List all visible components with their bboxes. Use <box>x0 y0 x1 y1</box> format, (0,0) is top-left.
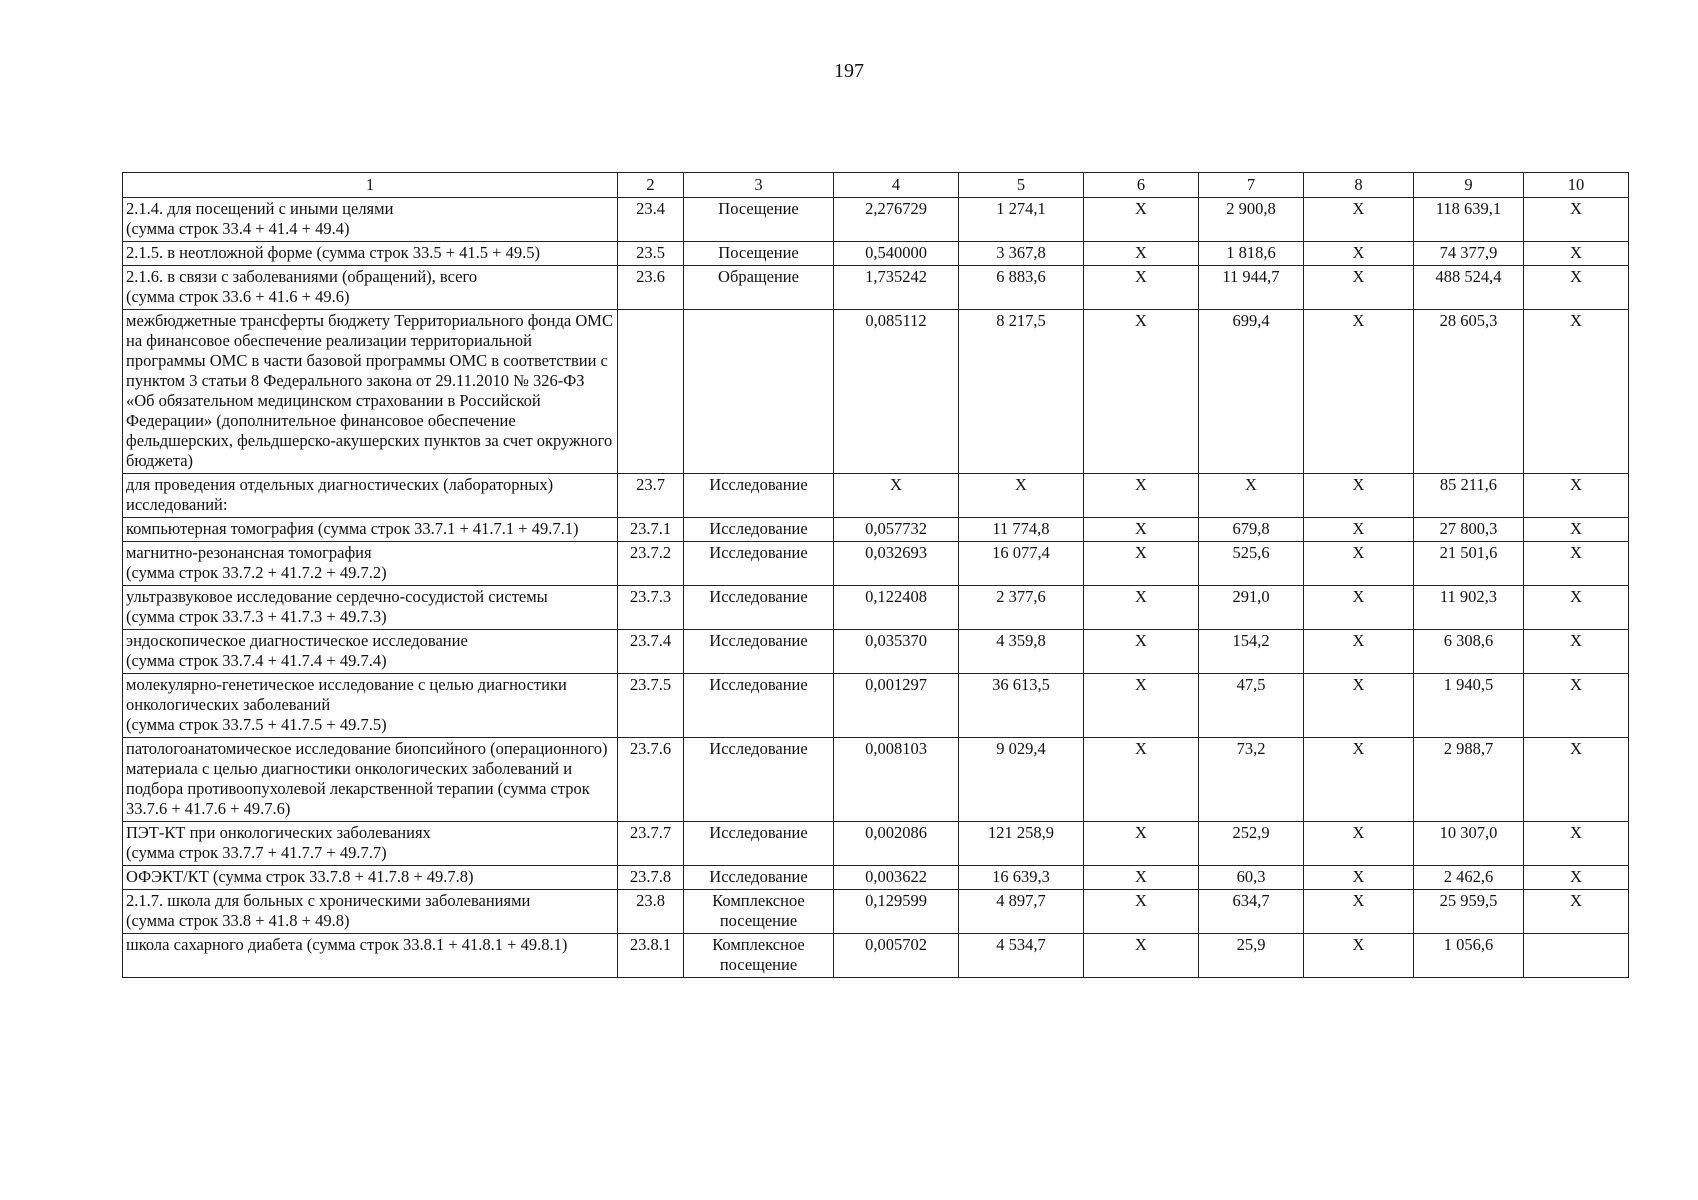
col-10-value: X <box>1524 630 1629 674</box>
col-6-value: X <box>1084 198 1199 242</box>
table-body <box>123 198 1629 978</box>
col-6-value: X <box>1084 822 1199 866</box>
row-label: для проведения отдельных диагностических (лабораторных) исследований: <box>123 474 618 518</box>
col-7-value: 47,5 <box>1199 674 1304 738</box>
column-header-9: 9 <box>1414 173 1524 198</box>
unit: Обращение <box>684 266 834 310</box>
col-7-value: X <box>1199 474 1304 518</box>
col-5-value: 6 883,6 <box>959 266 1084 310</box>
table-row <box>123 738 1629 822</box>
col-8-value: X <box>1304 542 1414 586</box>
row-label: патологоанатомическое исследование биопсийного (операционного) материала с целью диагностики онкологических заболеваний и подбора противоопухолевой лекарственной терапии (сумма строк 33.7.6 + 41.7.6 + 49.7.6) <box>123 738 618 822</box>
col-9-value: 118 639,1 <box>1414 198 1524 242</box>
col-10-value: X <box>1524 890 1629 934</box>
column-header-2: 2 <box>618 173 684 198</box>
col-5-value: 4 897,7 <box>959 890 1084 934</box>
table-row <box>123 242 1629 266</box>
col-5-value: X <box>959 474 1084 518</box>
col-9-value: 2 988,7 <box>1414 738 1524 822</box>
table-row <box>123 586 1629 630</box>
table-row <box>123 474 1629 518</box>
col-10-value: X <box>1524 738 1629 822</box>
col-4-value: 2,276729 <box>834 198 959 242</box>
row-code: 23.5 <box>618 242 684 266</box>
col-5-value: 16 639,3 <box>959 866 1084 890</box>
col-9-value: 28 605,3 <box>1414 310 1524 474</box>
col-4-value: 0,122408 <box>834 586 959 630</box>
unit: Исследование <box>684 674 834 738</box>
col-8-value: X <box>1304 474 1414 518</box>
col-8-value: X <box>1304 242 1414 266</box>
column-header-10: 10 <box>1524 173 1629 198</box>
col-8-value: X <box>1304 822 1414 866</box>
col-10-value: X <box>1524 586 1629 630</box>
col-8-value: X <box>1304 518 1414 542</box>
col-9-value: 1 056,6 <box>1414 934 1524 978</box>
col-6-value: X <box>1084 586 1199 630</box>
col-9-value: 11 902,3 <box>1414 586 1524 630</box>
col-4-value: 0,035370 <box>834 630 959 674</box>
col-4-value: 0,003622 <box>834 866 959 890</box>
row-label: межбюджетные трансферты бюджету Территориального фонда ОМС на финансовое обеспечение реализации территориальной программы ОМС в части базовой программы ОМС в соответствии с пунктом 3 статьи 8 Федерального закона от 29.11.2010 № 326-ФЗ «Об обязательном медицинском страховании в Российской Федерации» (дополнительное финансовое обеспечение фельдшерских, фельдшерско-акушерских пунктов за счет окружного бюджета) <box>123 310 618 474</box>
col-9-value: 21 501,6 <box>1414 542 1524 586</box>
column-header-4: 4 <box>834 173 959 198</box>
col-6-value: X <box>1084 310 1199 474</box>
col-9-value: 2 462,6 <box>1414 866 1524 890</box>
table-row <box>123 266 1629 310</box>
col-7-value: 252,9 <box>1199 822 1304 866</box>
col-5-value: 4 534,7 <box>959 934 1084 978</box>
row-label: компьютерная томография (сумма строк 33.7.1 + 41.7.1 + 49.7.1) <box>123 518 618 542</box>
col-4-value: 0,005702 <box>834 934 959 978</box>
header-row <box>123 173 1629 198</box>
col-7-value: 679,8 <box>1199 518 1304 542</box>
row-code: 23.7.1 <box>618 518 684 542</box>
col-6-value: X <box>1084 266 1199 310</box>
table-header <box>123 173 1629 198</box>
row-code: 23.8 <box>618 890 684 934</box>
col-7-value: 25,9 <box>1199 934 1304 978</box>
col-7-value: 73,2 <box>1199 738 1304 822</box>
col-10-value: X <box>1524 474 1629 518</box>
column-header-1: 1 <box>123 173 618 198</box>
data-table <box>122 172 1629 978</box>
col-10-value: X <box>1524 198 1629 242</box>
unit: Комплексное посещение <box>684 890 834 934</box>
col-4-value: 0,032693 <box>834 542 959 586</box>
row-label: 2.1.7. школа для больных с хроническими заболеваниями (сумма строк 33.8 + 41.8 + 49.8) <box>123 890 618 934</box>
col-6-value: X <box>1084 242 1199 266</box>
col-7-value: 11 944,7 <box>1199 266 1304 310</box>
row-label: 2.1.6. в связи с заболеваниями (обращений), всего (сумма строк 33.6 + 41.6 + 49.6) <box>123 266 618 310</box>
col-8-value: X <box>1304 198 1414 242</box>
col-10-value: X <box>1524 542 1629 586</box>
col-4-value: 0,008103 <box>834 738 959 822</box>
col-4-value: 0,540000 <box>834 242 959 266</box>
col-5-value: 121 258,9 <box>959 822 1084 866</box>
row-code: 23.7.7 <box>618 822 684 866</box>
row-label: школа сахарного диабета (сумма строк 33.8.1 + 41.8.1 + 49.8.1) <box>123 934 618 978</box>
col-8-value: X <box>1304 630 1414 674</box>
row-code: 23.6 <box>618 266 684 310</box>
col-5-value: 16 077,4 <box>959 542 1084 586</box>
col-7-value: 699,4 <box>1199 310 1304 474</box>
col-8-value: X <box>1304 586 1414 630</box>
col-5-value: 36 613,5 <box>959 674 1084 738</box>
col-8-value: X <box>1304 310 1414 474</box>
col-10-value: X <box>1524 674 1629 738</box>
col-4-value: 0,057732 <box>834 518 959 542</box>
row-label: 2.1.5. в неотложной форме (сумма строк 33.5 + 41.5 + 49.5) <box>123 242 618 266</box>
col-6-value: X <box>1084 542 1199 586</box>
col-4-value: X <box>834 474 959 518</box>
row-code <box>618 310 684 474</box>
col-6-value: X <box>1084 934 1199 978</box>
unit: Посещение <box>684 242 834 266</box>
col-9-value: 10 307,0 <box>1414 822 1524 866</box>
col-10-value <box>1524 934 1629 978</box>
unit: Исследование <box>684 474 834 518</box>
col-8-value: X <box>1304 934 1414 978</box>
col-5-value: 3 367,8 <box>959 242 1084 266</box>
column-header-5: 5 <box>959 173 1084 198</box>
col-5-value: 1 274,1 <box>959 198 1084 242</box>
unit: Исследование <box>684 586 834 630</box>
col-6-value: X <box>1084 518 1199 542</box>
col-5-value: 9 029,4 <box>959 738 1084 822</box>
col-9-value: 488 524,4 <box>1414 266 1524 310</box>
col-4-value: 0,085112 <box>834 310 959 474</box>
row-label: ОФЭКТ/КТ (сумма строк 33.7.8 + 41.7.8 + 49.7.8) <box>123 866 618 890</box>
col-6-value: X <box>1084 630 1199 674</box>
col-10-value: X <box>1524 866 1629 890</box>
unit: Посещение <box>684 198 834 242</box>
col-9-value: 74 377,9 <box>1414 242 1524 266</box>
row-label: 2.1.4. для посещений с иными целями (сумма строк 33.4 + 41.4 + 49.4) <box>123 198 618 242</box>
unit: Исследование <box>684 542 834 586</box>
table-row <box>123 630 1629 674</box>
col-6-value: X <box>1084 674 1199 738</box>
row-label: эндоскопическое диагностическое исследование (сумма строк 33.7.4 + 41.7.4 + 49.7.4) <box>123 630 618 674</box>
col-7-value: 525,6 <box>1199 542 1304 586</box>
table-row <box>123 542 1629 586</box>
row-code: 23.7.8 <box>618 866 684 890</box>
page-number: 197 <box>834 60 864 82</box>
col-10-value: X <box>1524 242 1629 266</box>
col-7-value: 291,0 <box>1199 586 1304 630</box>
unit: Исследование <box>684 738 834 822</box>
row-code: 23.7.4 <box>618 630 684 674</box>
col-10-value: X <box>1524 266 1629 310</box>
row-label: ультразвуковое исследование сердечно-сосудистой системы (сумма строк 33.7.3 + 41.7.3 + 49.7.3) <box>123 586 618 630</box>
col-4-value: 0,002086 <box>834 822 959 866</box>
unit: Исследование <box>684 518 834 542</box>
table-row <box>123 934 1629 978</box>
col-8-value: X <box>1304 890 1414 934</box>
col-8-value: X <box>1304 738 1414 822</box>
col-7-value: 154,2 <box>1199 630 1304 674</box>
col-5-value: 4 359,8 <box>959 630 1084 674</box>
unit: Комплексное посещение <box>684 934 834 978</box>
table-row <box>123 674 1629 738</box>
unit: Исследование <box>684 630 834 674</box>
col-9-value: 6 308,6 <box>1414 630 1524 674</box>
col-4-value: 1,735242 <box>834 266 959 310</box>
col-6-value: X <box>1084 738 1199 822</box>
row-label: молекулярно-генетическое исследование с целью диагностики онкологических заболеваний (сумма строк 33.7.5 + 41.7.5 + 49.7.5) <box>123 674 618 738</box>
table-row <box>123 822 1629 866</box>
col-9-value: 1 940,5 <box>1414 674 1524 738</box>
col-5-value: 11 774,8 <box>959 518 1084 542</box>
col-7-value: 1 818,6 <box>1199 242 1304 266</box>
column-header-8: 8 <box>1304 173 1414 198</box>
column-header-7: 7 <box>1199 173 1304 198</box>
row-code: 23.4 <box>618 198 684 242</box>
col-4-value: 0,129599 <box>834 890 959 934</box>
col-8-value: X <box>1304 266 1414 310</box>
row-code: 23.7.5 <box>618 674 684 738</box>
col-4-value: 0,001297 <box>834 674 959 738</box>
col-8-value: X <box>1304 866 1414 890</box>
table-row <box>123 518 1629 542</box>
col-9-value: 85 211,6 <box>1414 474 1524 518</box>
row-code: 23.7.2 <box>618 542 684 586</box>
table-row <box>123 198 1629 242</box>
table-row <box>123 866 1629 890</box>
unit: Исследование <box>684 822 834 866</box>
row-code: 23.7 <box>618 474 684 518</box>
column-header-6: 6 <box>1084 173 1199 198</box>
col-10-value: X <box>1524 518 1629 542</box>
col-7-value: 634,7 <box>1199 890 1304 934</box>
row-code: 23.7.3 <box>618 586 684 630</box>
col-6-value: X <box>1084 866 1199 890</box>
col-7-value: 2 900,8 <box>1199 198 1304 242</box>
table-row <box>123 890 1629 934</box>
column-header-3: 3 <box>684 173 834 198</box>
row-label: ПЭТ-КТ при онкологических заболеваниях (сумма строк 33.7.7 + 41.7.7 + 49.7.7) <box>123 822 618 866</box>
col-8-value: X <box>1304 674 1414 738</box>
col-6-value: X <box>1084 474 1199 518</box>
row-code: 23.7.6 <box>618 738 684 822</box>
unit: Исследование <box>684 866 834 890</box>
col-5-value: 2 377,6 <box>959 586 1084 630</box>
table-row <box>123 310 1629 474</box>
col-9-value: 25 959,5 <box>1414 890 1524 934</box>
col-9-value: 27 800,3 <box>1414 518 1524 542</box>
row-code: 23.8.1 <box>618 934 684 978</box>
col-7-value: 60,3 <box>1199 866 1304 890</box>
col-5-value: 8 217,5 <box>959 310 1084 474</box>
col-10-value: X <box>1524 310 1629 474</box>
unit <box>684 310 834 474</box>
row-label: магнитно-резонансная томография (сумма строк 33.7.2 + 41.7.2 + 49.7.2) <box>123 542 618 586</box>
col-10-value: X <box>1524 822 1629 866</box>
col-6-value: X <box>1084 890 1199 934</box>
